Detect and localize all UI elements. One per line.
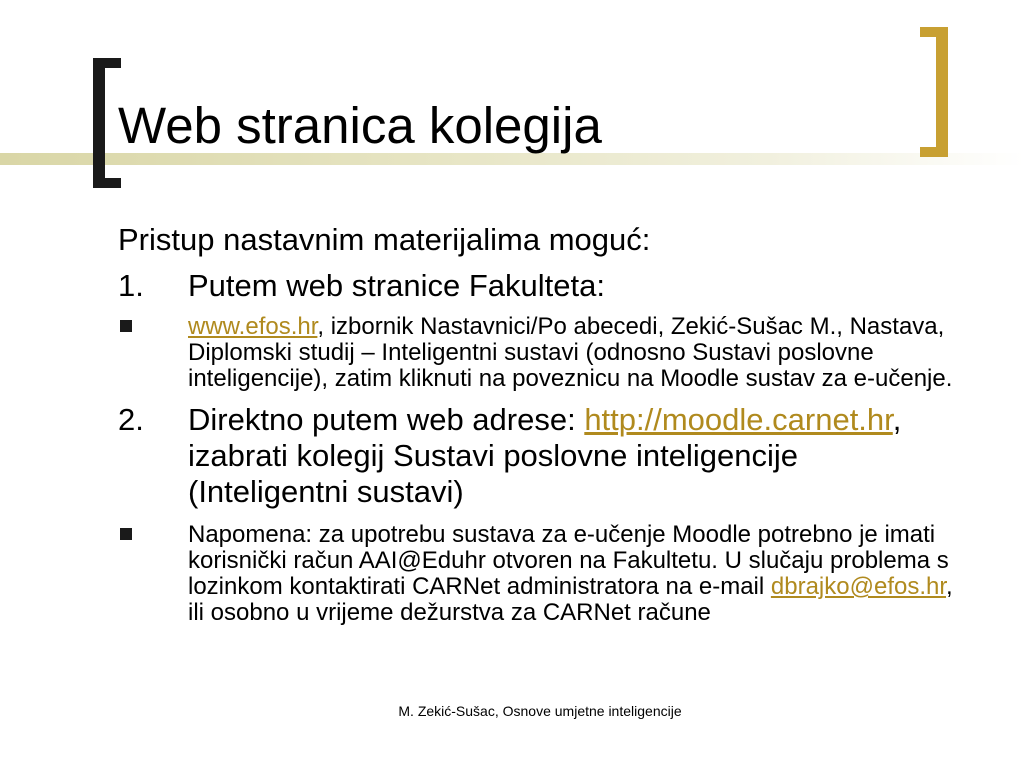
left-bracket-decoration xyxy=(93,58,105,188)
list-item-2-text xyxy=(188,402,958,510)
slide-title: Web stranica kolegija xyxy=(118,97,602,154)
right-bracket-decoration xyxy=(936,27,948,157)
list-item-2-after: , izabrati kolegij Sustavi poslovne inteligencije (Inteligentni sustavi) xyxy=(188,402,902,509)
bullet-item-2-text xyxy=(188,522,958,626)
list-marker-1: 1. xyxy=(118,268,144,303)
email-link[interactable]: dbrajko@efos.hr xyxy=(770,573,947,600)
efos-link[interactable]: www.efos.hr xyxy=(188,313,318,340)
slide-footer: M. Zekić-Sušac, Osnove umjetne inteligencije xyxy=(398,703,682,719)
square-bullet-icon xyxy=(120,320,132,332)
bullet-item-1-rest: , izbornik Nastavnici/Po abecedi, Zekić-Sušac M., Nastava, Diplomski studij – Inteligentni sustavi (odnosno Sustavi poslovne inteligencije), zatim kliknuti na poveznicu na Moodle sustav za e-učenje. xyxy=(188,313,953,392)
list-item-2 xyxy=(118,402,958,510)
list-item-1-text: Putem web stranice Fakulteta: xyxy=(188,268,605,303)
square-bullet-icon xyxy=(120,528,132,540)
list-marker-2: 2. xyxy=(118,402,144,437)
moodle-link[interactable]: http://moodle.carnet.hr xyxy=(584,402,893,437)
bullet-item-2-before: Napomena: za upotrebu sustava za e-učenje Moodle potrebno je imati korisnički račun AAI@Eduhr otvoren na Fakultetu. U slučaju problema s lozinkom kontaktirati CARNet administratora na e-mail xyxy=(188,521,949,600)
slide-content xyxy=(118,222,958,626)
list-item-2-before: Direktno putem web adrese: xyxy=(188,402,585,437)
bullet-item-1 xyxy=(118,314,958,392)
intro-text: Pristup nastavnim materijalima moguć: xyxy=(118,222,651,257)
list-item-1 xyxy=(118,268,958,304)
bullet-item-1-text xyxy=(188,314,958,392)
bullet-item-2 xyxy=(118,522,958,626)
bullet-item-2-after: , ili osobno u vrijeme dežurstva za CARNet račune xyxy=(188,573,953,626)
